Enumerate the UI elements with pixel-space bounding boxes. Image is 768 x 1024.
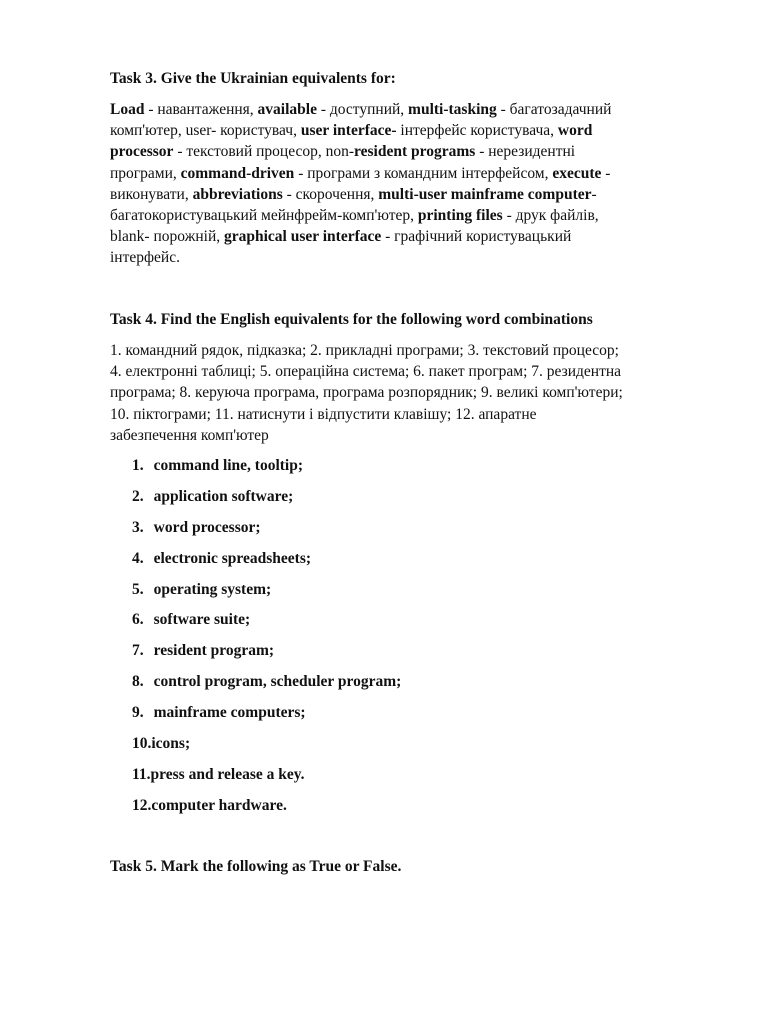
term-translation: - (601, 164, 611, 182)
term-translation: - скорочення, (282, 185, 379, 203)
task4-paragraph (110, 340, 710, 446)
answer-text: mainframe computers; (153, 704, 306, 722)
answer-number: 12. (132, 796, 152, 814)
term-translation: - багатозадачний (496, 101, 612, 118)
task3-heading: Task 3. Give the Ukrainian equivalents for: (110, 70, 396, 87)
answer-item (132, 457, 401, 488)
term-bold: available (257, 101, 317, 118)
task4-answer-list (132, 457, 401, 828)
term-translation: - друк файлів, (502, 206, 599, 224)
answer-number: 9. (132, 704, 144, 722)
answer-number: 8. (132, 673, 144, 691)
answer-number: 6. (132, 611, 144, 629)
term-bold: multi-tasking (408, 101, 497, 118)
task3-line (110, 141, 710, 162)
term-translation: - (591, 185, 597, 203)
term-translation: інтерфейс. (110, 249, 180, 267)
answer-number: 10. (132, 735, 152, 753)
term-translation: - доступний, (316, 101, 409, 118)
term-translation: інтерфейс користувача, (396, 122, 558, 140)
answer-text: operating system; (153, 580, 272, 598)
term-bold: user interface- (300, 122, 397, 140)
term-translation: - графічний користувацький (381, 228, 572, 246)
answer-item (132, 519, 401, 550)
task3-line (110, 226, 710, 247)
task4-line: забезпечення комп'ютер (110, 426, 269, 444)
term-bold: abbreviations (192, 185, 283, 203)
term-bold: resident programs (354, 143, 476, 161)
term-bold: processor (110, 143, 174, 161)
answer-text: icons; (151, 735, 191, 753)
answer-text: command line, tooltip; (153, 457, 304, 474)
answer-item (132, 488, 401, 519)
answer-number: 5. (132, 580, 144, 598)
answer-number: 7. (132, 642, 144, 660)
term-bold: Load (110, 101, 145, 118)
answer-item (132, 766, 401, 797)
task5-heading: Task 5. Mark the following as True or False. (110, 858, 402, 875)
task4-line: 10. піктограми; 11. натиснути і відпустити клавішу; 12. апаратне (110, 405, 537, 423)
task3-line (110, 184, 710, 205)
task4-line: 1. командний рядок, підказка; 2. прикладні програми; 3. текстовий процесор; (110, 342, 619, 359)
answer-item (132, 735, 401, 766)
term-translation: багатокористувацький мейнфрейм-комп'ютер, (110, 206, 418, 224)
answer-item (132, 581, 401, 612)
task3-line (110, 120, 710, 141)
term-bold: word (557, 122, 593, 140)
answer-text: word processor; (153, 518, 261, 536)
task3-line (110, 163, 710, 184)
term-translation: blank- порожній, (110, 228, 224, 246)
term-bold: multi-user mainframe computer (378, 185, 592, 203)
answer-text: control program, scheduler program; (153, 673, 402, 691)
term-translation: - нерезидентні (475, 143, 576, 161)
answer-text: electronic spreadsheets; (153, 549, 312, 567)
task3-line (110, 205, 710, 226)
answer-item (132, 611, 401, 642)
answer-text: press and release a key. (150, 765, 305, 783)
term-translation: - навантаження, (144, 101, 258, 118)
term-bold: graphical user interface (224, 228, 382, 246)
answer-number: 1. (132, 457, 144, 474)
task3-paragraph (110, 99, 710, 269)
term-translation: - текстовий процесор, non- (173, 143, 355, 161)
term-bold: printing files (417, 206, 503, 224)
answer-text: application software; (153, 487, 294, 505)
answer-item (132, 550, 401, 581)
task3-line (110, 99, 710, 120)
answer-text: software suite; (153, 611, 251, 629)
task4-heading: Task 4. Find the English equivalents for the following word combinations (110, 311, 593, 328)
answer-number: 3. (132, 518, 144, 536)
answer-item (132, 704, 401, 735)
task4-line: 4. електронні таблиці; 5. операційна система; 6. пакет програм; 7. резидентна (110, 363, 622, 381)
answer-item (132, 673, 401, 704)
answer-item (132, 642, 401, 673)
term-bold: execute (552, 164, 602, 182)
answer-number: 2. (132, 487, 144, 505)
answer-item (132, 797, 401, 828)
answer-text: resident program; (153, 642, 275, 660)
term-bold: command-driven (180, 164, 295, 182)
term-translation: виконувати, (110, 185, 193, 203)
term-translation: - програми з командним інтерфейсом, (294, 164, 553, 182)
answer-number: 11. (132, 765, 151, 783)
term-translation: програми, (110, 164, 181, 182)
answer-text: computer hardware. (151, 796, 287, 814)
term-translation: комп'ютер, user- користувач, (110, 122, 301, 140)
task4-line: програма; 8. керуюча програма, програма розпорядник; 9. великі комп'ютери; (110, 384, 623, 402)
answer-number: 4. (132, 549, 144, 567)
task3-line (110, 247, 710, 268)
